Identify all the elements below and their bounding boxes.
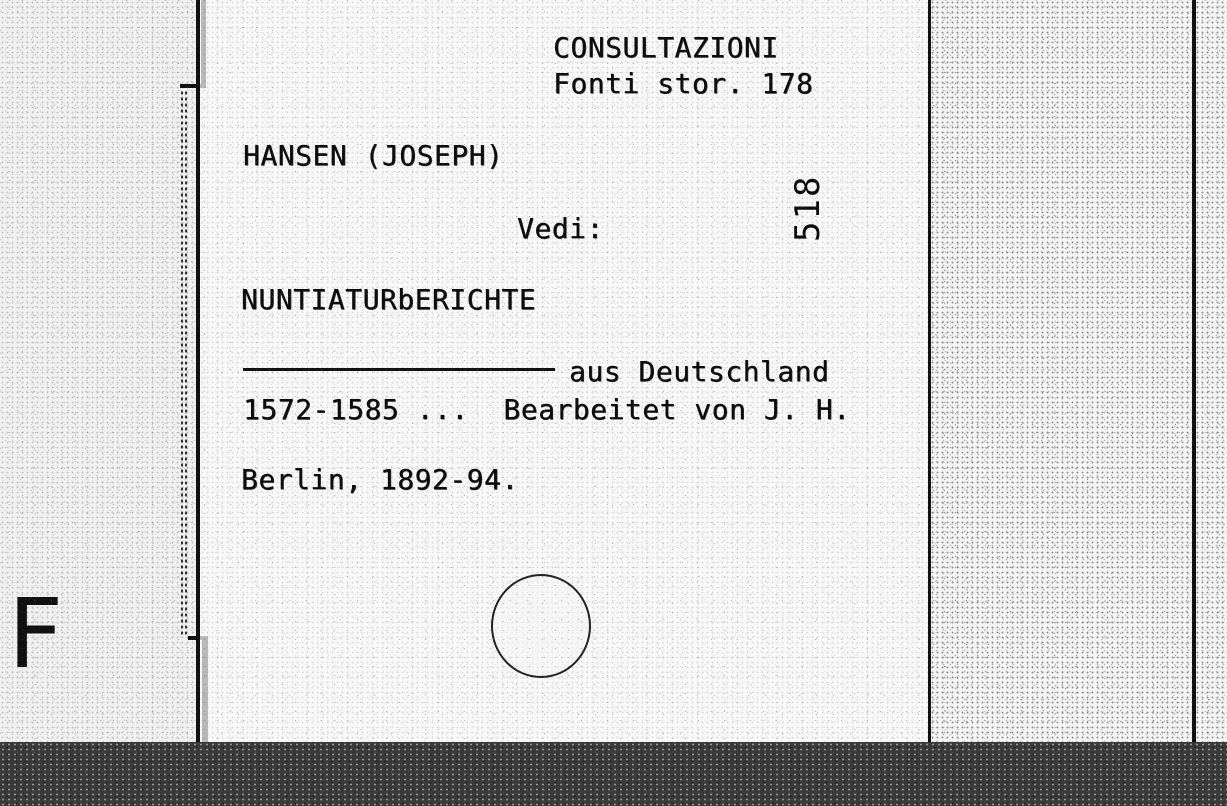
- card-author: HANSEN (JOSEPH): [243, 139, 504, 172]
- scan-bottom-border: [0, 742, 1227, 806]
- card-subtitle: aus Deutschland: [569, 355, 830, 388]
- title-repeat-rule: [243, 368, 555, 371]
- next-card-edge: [1192, 0, 1196, 742]
- card-header-reference: Fonti stor. 178: [553, 67, 814, 100]
- shelfmark-number: 518: [788, 174, 828, 242]
- card-dateline: 1572-1585 ... Bearbeitet von J. H.: [243, 393, 851, 426]
- card-imprint: Berlin, 1892-94.: [241, 463, 519, 496]
- see-reference-label: Vedi:: [517, 212, 604, 245]
- card-header-title: CONSULTAZIONI: [553, 31, 779, 64]
- index-tab-letter: F: [8, 578, 64, 690]
- card-title: NUNTIATURbERICHTE: [241, 283, 537, 316]
- card-edge-dotted-shadow: [180, 90, 188, 635]
- card-punch-hole: [491, 574, 591, 678]
